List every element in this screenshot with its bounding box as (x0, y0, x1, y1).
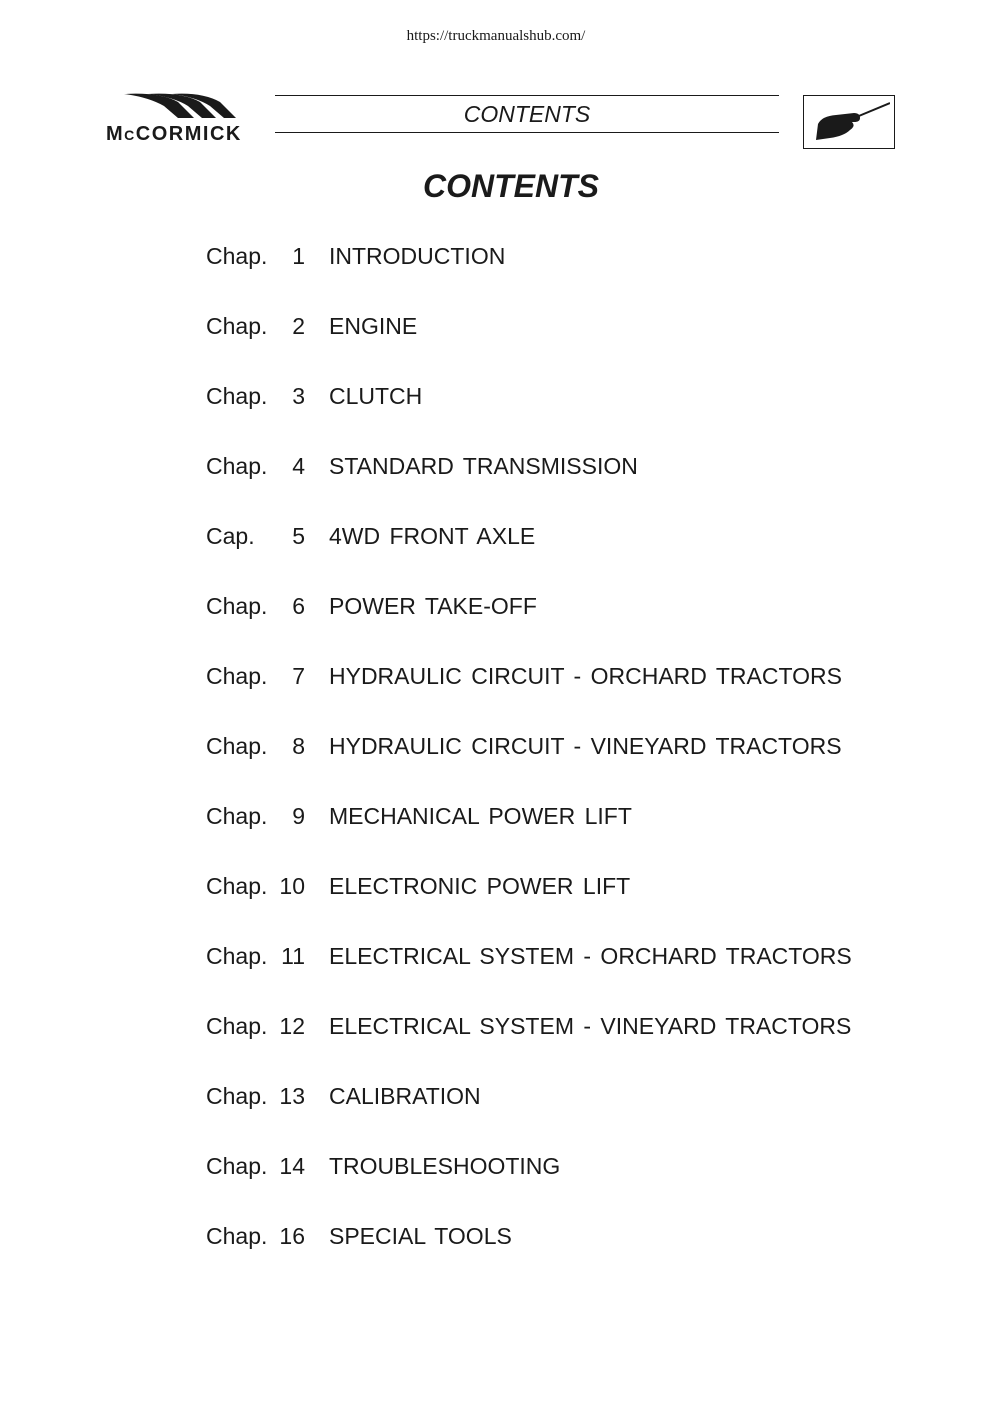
toc-chapter-number: 11 (281, 943, 305, 969)
toc-chapter-title: ENGINE (329, 313, 418, 339)
mccormick-logo (106, 92, 270, 148)
toc-item[interactable] (206, 241, 886, 311)
toc-chapter-number: 14 (279, 1153, 305, 1179)
logo-wordmark: MCCORMICK (106, 123, 242, 145)
toc-item[interactable] (206, 871, 886, 941)
toc-chapter-number: 13 (279, 1083, 305, 1109)
toc-chapter-prefix: Chap. (206, 663, 268, 689)
toc-chapter-prefix: Chap. (206, 943, 268, 969)
toc-chapter-prefix: Chap. (206, 803, 268, 829)
toc-chapter-number: 16 (279, 1223, 305, 1249)
toc-chapter-title: ELECTRONIC POWER LIFT (329, 873, 631, 899)
toc-chapter-prefix: Chap. (206, 1013, 268, 1039)
toc-chapter-title: 4WD FRONT AXLE (329, 523, 536, 549)
toc-chapter-prefix: Cap. (206, 523, 255, 549)
toc-item[interactable] (206, 381, 886, 451)
toc-item[interactable] (206, 1151, 886, 1221)
toc-chapter-number: 5 (292, 523, 305, 549)
toc-chapter-title: MECHANICAL POWER LIFT (329, 803, 632, 829)
toc-item[interactable] (206, 1011, 886, 1081)
toc-chapter-title: INTRODUCTION (329, 243, 506, 269)
toc-chapter-prefix: Chap. (206, 593, 268, 619)
toc-chapter-title: SPECIAL TOOLS (329, 1223, 512, 1249)
toc-item[interactable] (206, 311, 886, 381)
toc-chapter-prefix: Chap. (206, 243, 268, 269)
toc-item[interactable] (206, 1081, 886, 1151)
toc-chapter-title: CALIBRATION (329, 1083, 481, 1109)
header-section-title: CONTENTS (463, 101, 591, 127)
toc-chapter-prefix: Chap. (206, 1223, 268, 1249)
toc-chapter-title: HYDRAULIC CIRCUIT - ORCHARD TRACTORS (329, 663, 842, 689)
toc-item[interactable] (206, 731, 886, 801)
toc-item[interactable] (206, 661, 886, 731)
toc-chapter-prefix: Chap. (206, 313, 268, 339)
toc-chapter-number: 6 (292, 593, 305, 619)
toc-chapter-number: 1 (292, 243, 305, 269)
toc-chapter-number: 4 (292, 453, 305, 479)
toc-chapter-title: CLUTCH (329, 383, 423, 409)
header-rule-bottom (275, 132, 779, 133)
toc-chapter-title: ELECTRICAL SYSTEM - ORCHARD TRACTORS (329, 943, 852, 969)
toc-chapter-prefix: Chap. (206, 453, 268, 479)
toc-chapter-title: POWER TAKE-OFF (329, 593, 537, 619)
toc-chapter-prefix: Chap. (206, 733, 268, 759)
toc-chapter-title: TROUBLESHOOTING (329, 1153, 561, 1179)
page-title: CONTENTS (423, 168, 599, 204)
toc-chapter-number: 7 (292, 663, 305, 689)
toc-chapter-number: 2 (292, 313, 305, 339)
toc-item[interactable] (206, 591, 886, 661)
toc-item[interactable] (206, 801, 886, 871)
toc-chapter-prefix: Chap. (206, 383, 268, 409)
toc-item[interactable] (206, 521, 886, 591)
toc-chapter-title: ELECTRICAL SYSTEM - VINEYARD TRACTORS (329, 1013, 852, 1039)
table-of-contents (206, 241, 886, 1291)
toc-chapter-title: HYDRAULIC CIRCUIT - VINEYARD TRACTORS (329, 733, 842, 759)
toc-item[interactable] (206, 451, 886, 521)
header-rule-top (275, 95, 779, 96)
logo-stripes-icon (120, 92, 236, 124)
hand-holding-tool-icon (803, 95, 895, 149)
toc-chapter-number: 8 (292, 733, 305, 759)
toc-chapter-prefix: Chap. (206, 873, 268, 899)
toc-chapter-prefix: Chap. (206, 1083, 268, 1109)
toc-chapter-number: 3 (292, 383, 305, 409)
source-url[interactable]: https://truckmanualshub.com/ (406, 28, 586, 44)
toc-chapter-number: 12 (279, 1013, 305, 1039)
toc-item[interactable] (206, 941, 886, 1011)
toc-chapter-number: 10 (279, 873, 305, 899)
toc-item[interactable] (206, 1221, 886, 1291)
toc-chapter-prefix: Chap. (206, 1153, 268, 1179)
toc-chapter-title: STANDARD TRANSMISSION (329, 453, 638, 479)
toc-chapter-number: 9 (292, 803, 305, 829)
